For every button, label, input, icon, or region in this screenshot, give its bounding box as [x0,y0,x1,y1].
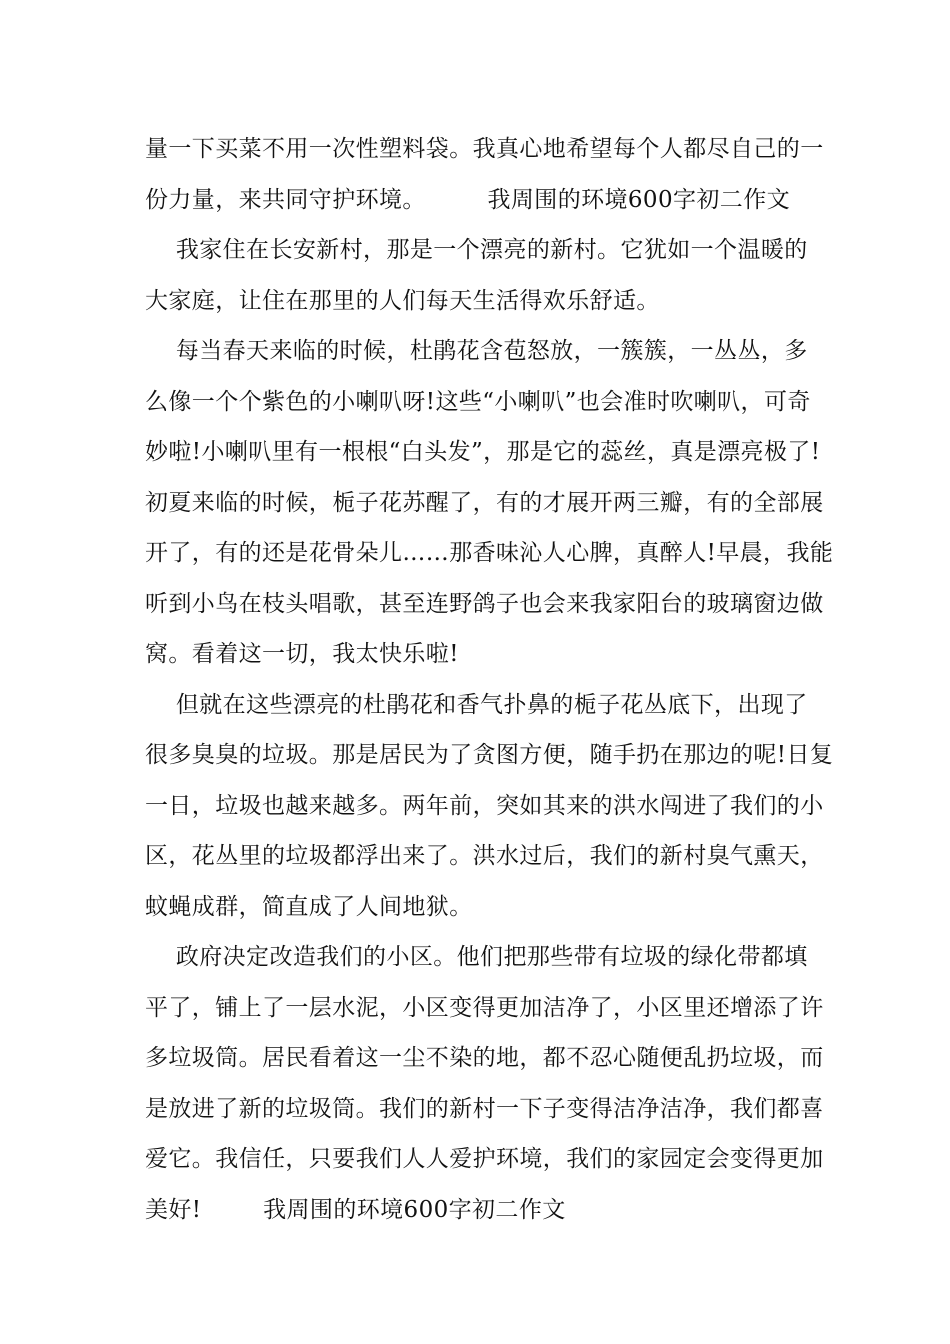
text-line: 么像一个个紫色的小喇叭呀!这些“小喇叭”也会准时吹喇叭，可奇 [145,388,811,415]
text-line: 大家庭，让住在那里的人们每天生活得欢乐舒适。 [145,287,660,314]
text-line: 是放进了新的垃圾筒。我们的新村一下子变得洁净洁净，我们都喜 [145,1095,824,1122]
text-line: 窝。看着这一切，我太快乐啦! [145,641,459,667]
text-line: 平了，铺上了一层水泥，小区变得更加洁净了，小区里还增添了许 [145,994,824,1021]
text-line: 妙啦!小喇叭里有一根根“白头发”，那是它的蕊丝，真是漂亮极了! [145,439,821,465]
text-line: 我家住在长安新村，那是一个漂亮的新村。它犹如一个温暖的 [145,237,808,263]
text-line: 但就在这些漂亮的杜鹃花和香气扑鼻的栀子花丛底下，出现了 [145,691,808,718]
text-line: 政府决定改造我们的小区。他们把那些带有垃圾的绿化带都填 [145,944,808,970]
text-line: 多垃圾筒。居民看着这一尘不染的地，都不忍心随便乱扔垃圾，而 [145,1045,824,1071]
text-line: 量一下买菜不用一次性塑料袋。我真心地希望每个人都尽自己的一 [145,136,824,162]
text-line: 份力量，来共同守护环境。 我周围的环境600字初二作文 [145,186,790,213]
text-line: 一日，垃圾也越来越多。两年前，突如其来的洪水闯进了我们的小 [145,792,824,819]
text-line: 爱它。我信任，只要我们人人爱护环境，我们的家园定会变得更加 [145,1146,824,1172]
text-line: 蚊蝇成群，简直成了人间地狱。 [145,893,473,920]
text-line: 每当春天来临的时候，杜鹃花含苞怒放，一簇簇，一丛丛，多 [145,338,808,364]
text-line: 美好! 我周围的环境600字初二作文 [145,1196,566,1223]
essay-body [145,124,834,1235]
text-line: 区，花丛里的垃圾都浮出来了。洪水过后，我们的新村臭气熏天， [145,843,824,869]
text-line: 很多臭臭的垃圾。那是居民为了贪图方便，随手扔在那边的呢!日复 [145,742,834,768]
text-line: 听到小鸟在枝头唱歌，甚至连野鸽子也会来我家阳台的玻璃窗边做 [145,590,824,617]
text-line: 开了，有的还是花骨朵儿……那香味沁人心脾，真醉人!早晨，我能 [145,540,834,566]
text-line: 初夏来临的时候，栀子花苏醒了，有的才展开两三瓣，有的全部展 [145,489,824,516]
